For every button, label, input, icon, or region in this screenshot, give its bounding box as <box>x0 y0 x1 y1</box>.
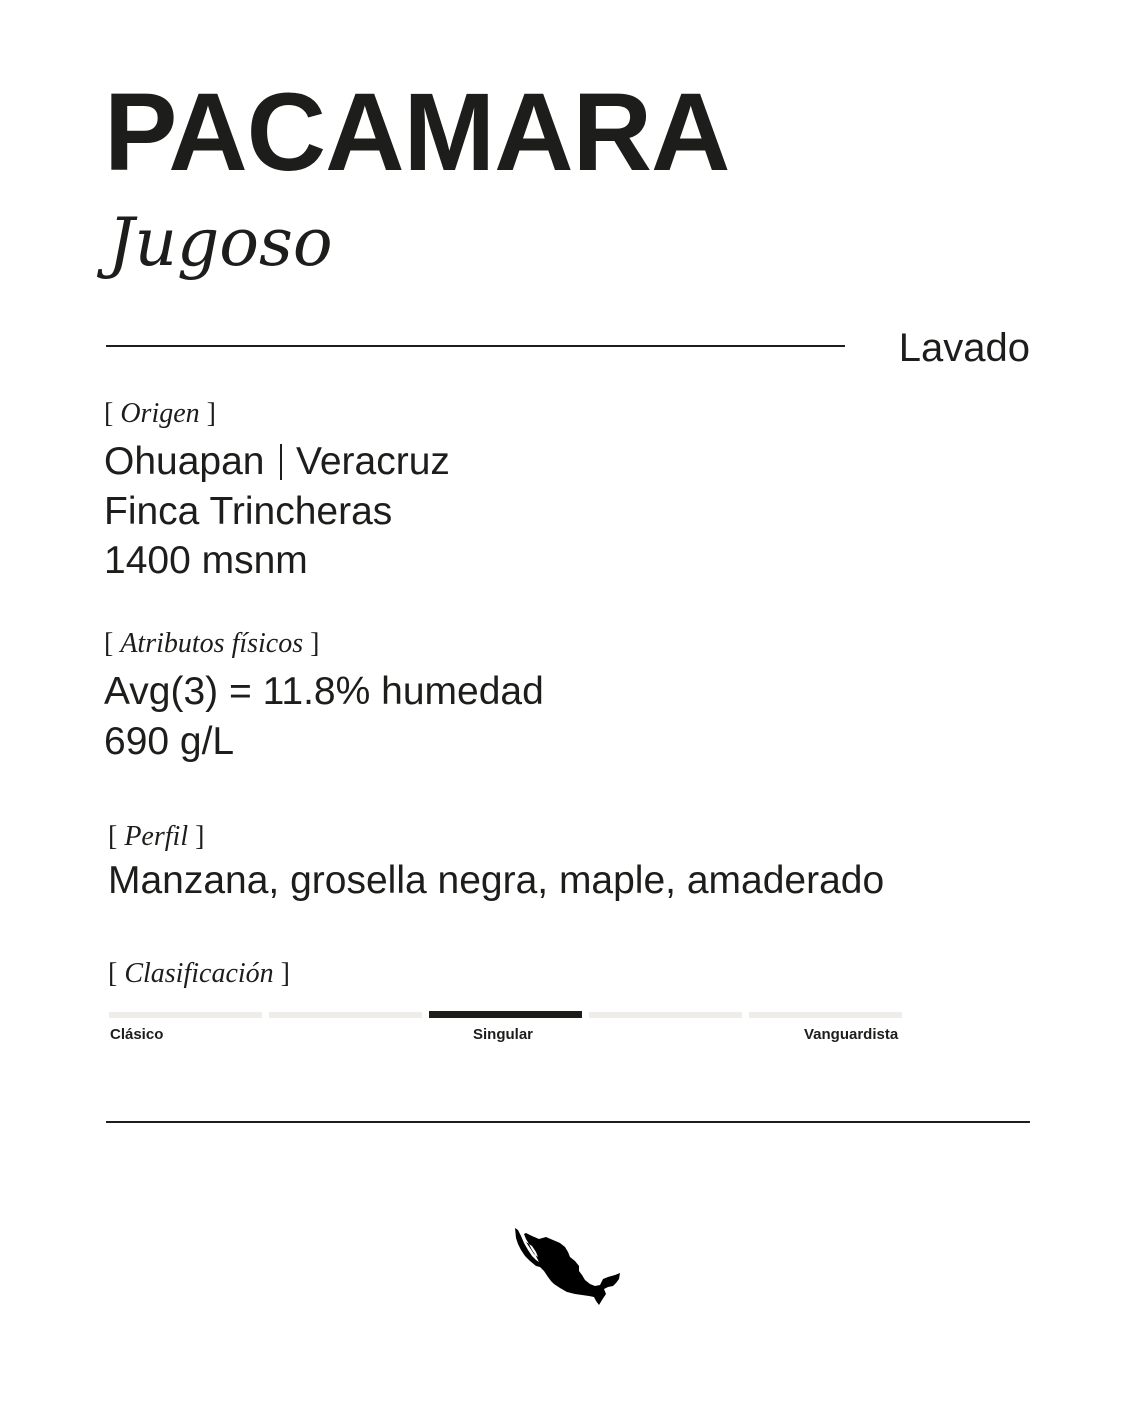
scale-label-vanguardista: Vanguardista <box>804 1026 899 1043</box>
origin-state: Veracruz <box>295 440 450 483</box>
product-subtitle: Jugoso <box>108 204 333 281</box>
classification-label-text: Clasificación <box>124 958 274 989</box>
profile-section-label: [ Perfil ] <box>108 821 205 852</box>
origin-region: Ohuapan <box>104 440 265 483</box>
origin-label-text: Origen <box>120 398 200 429</box>
density-value: 690 g/L <box>104 720 235 763</box>
scale-label-clasico: Clásico <box>110 1026 164 1043</box>
mexico-map-icon <box>512 1226 624 1306</box>
scale-segment-5 <box>749 1012 902 1018</box>
origin-location <box>104 442 450 481</box>
product-title: PACAMARA <box>104 71 730 194</box>
footer-divider <box>106 1121 1030 1123</box>
header-divider <box>106 345 845 347</box>
location-separator <box>280 444 282 480</box>
scale-segment-4 <box>589 1012 742 1018</box>
humidity-value: Avg(3) = 11.8% humedad <box>104 670 544 713</box>
process-method: Lavado <box>898 326 1030 370</box>
scale-label-singular: Singular <box>473 1026 534 1043</box>
origin-farm: Finca Trincheras <box>104 490 393 533</box>
profile-notes: Manzana, grosella negra, maple, amaderado <box>108 859 885 902</box>
scale-segment-1 <box>109 1012 262 1018</box>
origin-section-label: [ Origen ] <box>104 398 216 429</box>
origin-altitude: 1400 msnm <box>104 539 308 582</box>
physical-label-text: Atributos físicos <box>120 628 304 659</box>
physical-section-label: [ Atributos físicos ] <box>104 628 320 659</box>
profile-label-text: Perfil <box>124 821 189 852</box>
scale-segment-2 <box>269 1012 422 1018</box>
scale-segment-3 <box>429 1011 582 1018</box>
classification-section-label: [ Clasificación ] <box>108 958 290 989</box>
